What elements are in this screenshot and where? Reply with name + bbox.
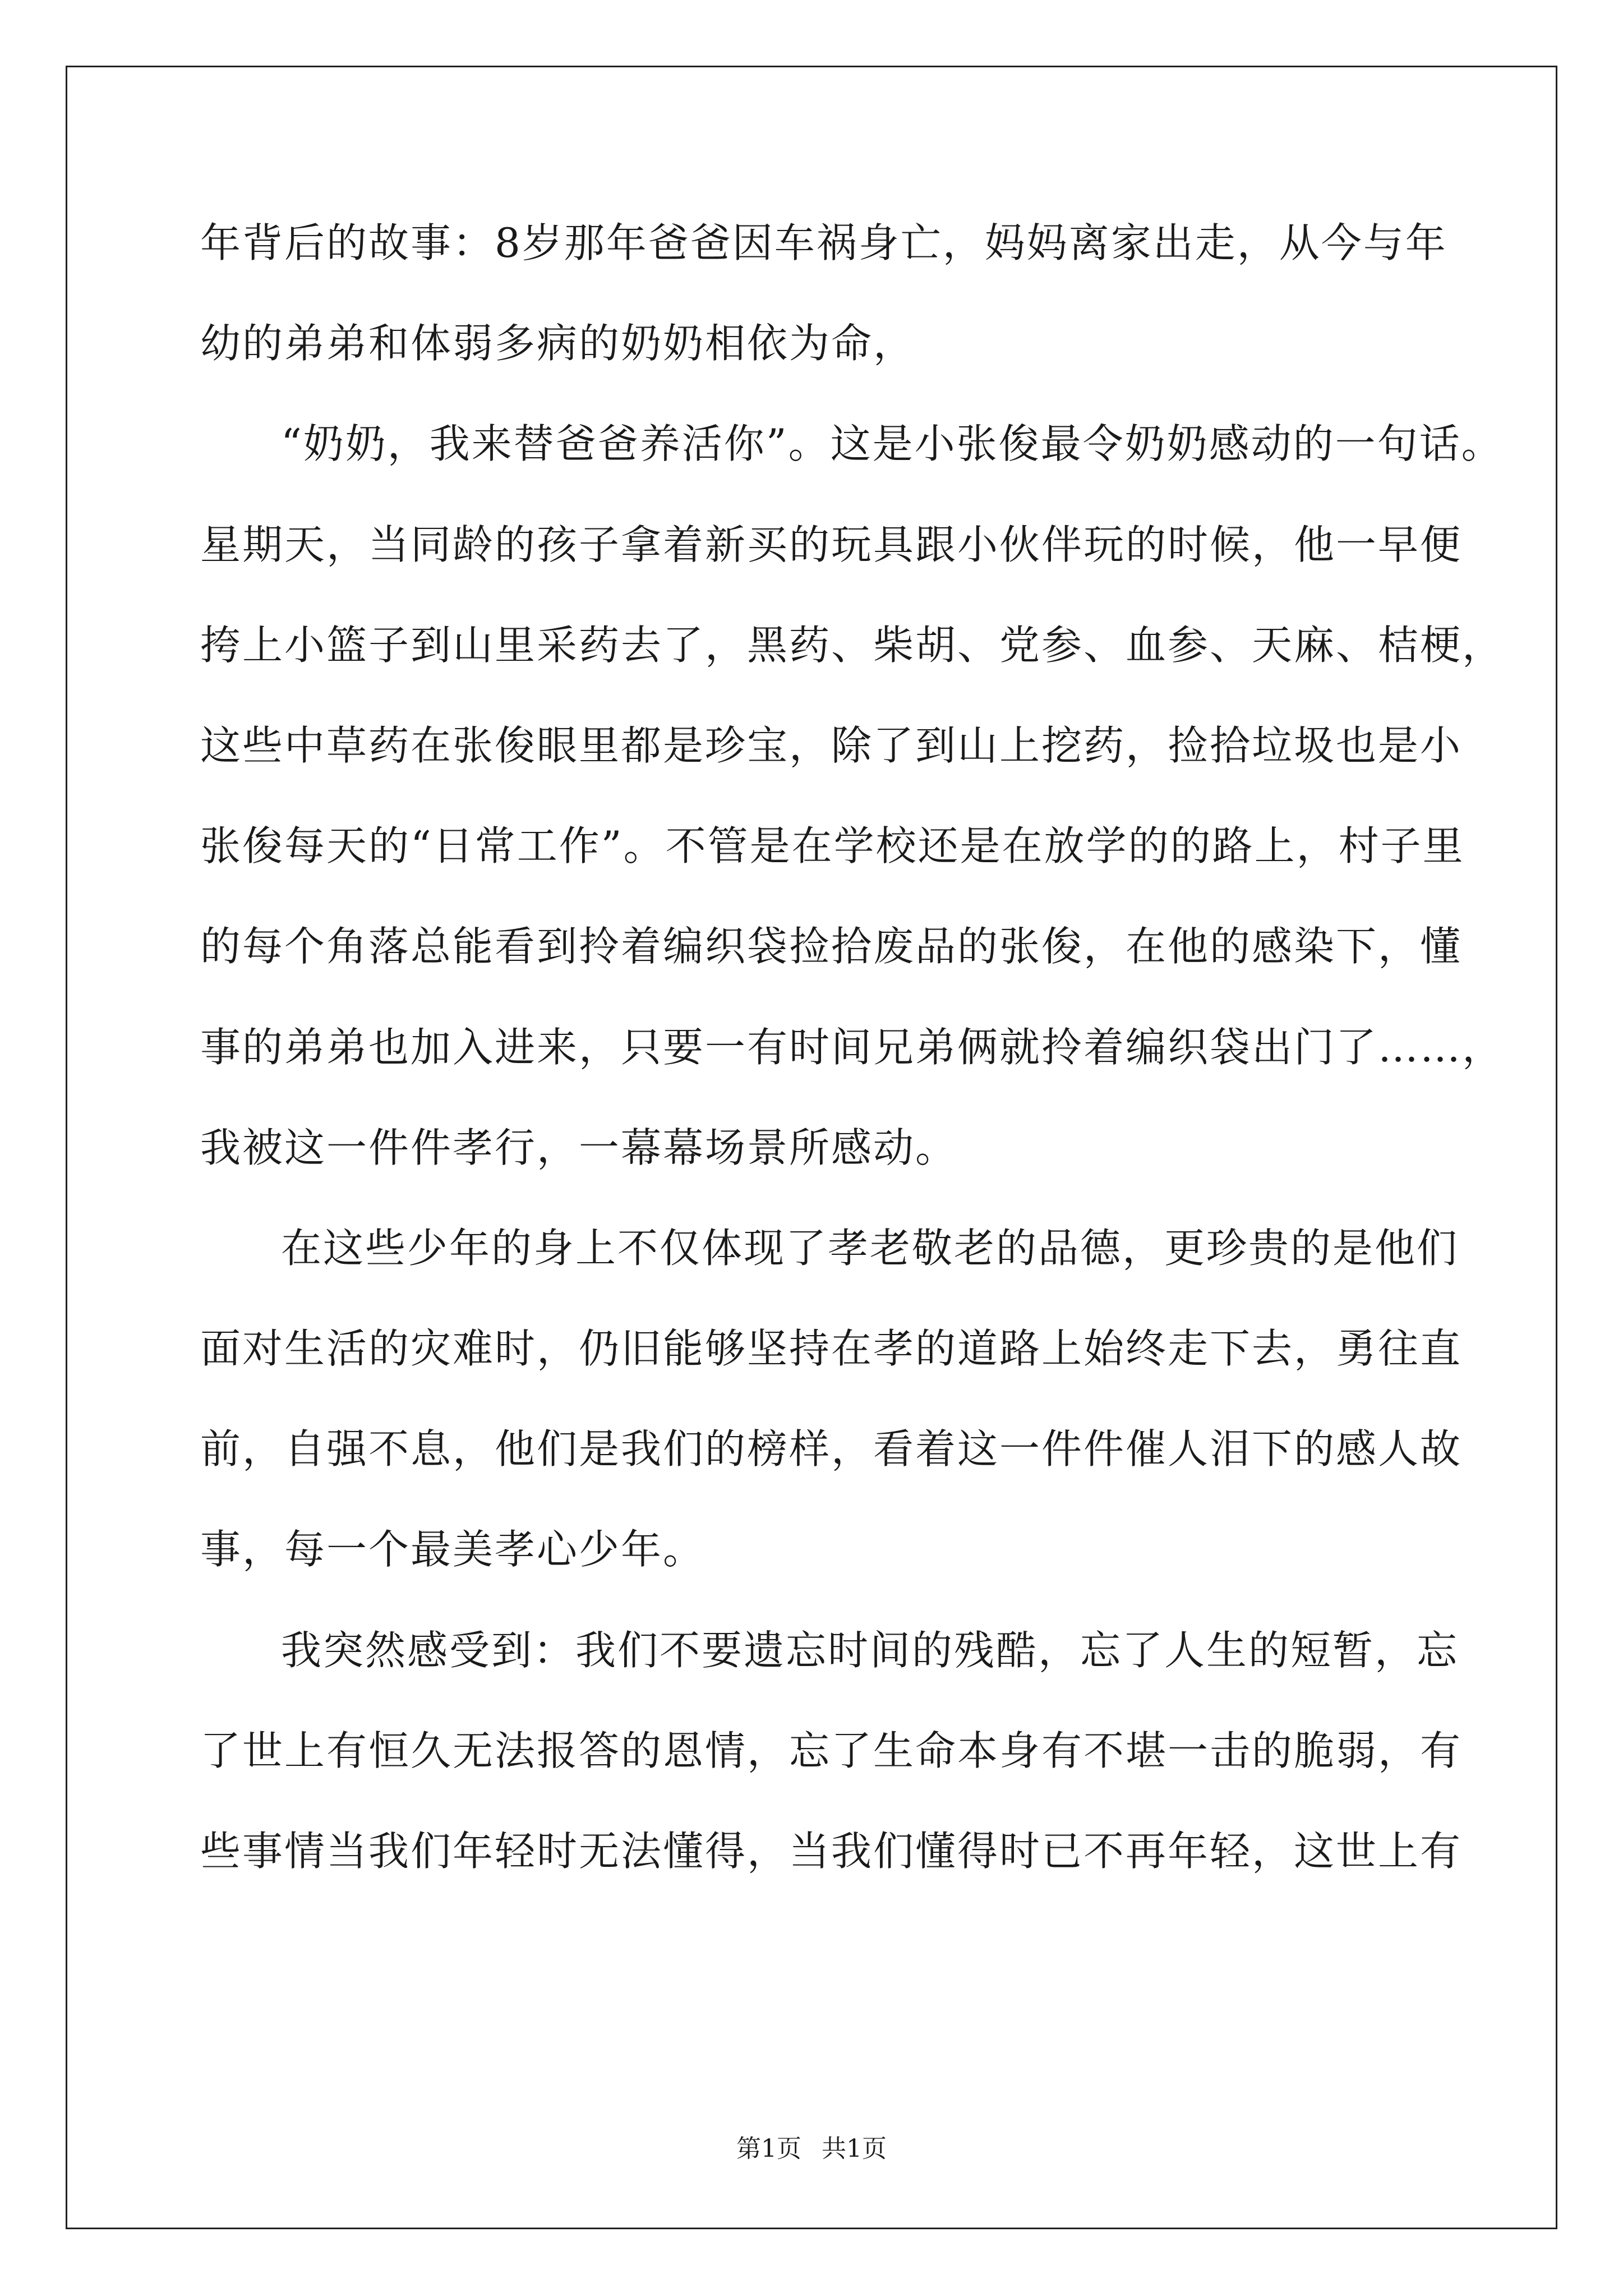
document-body [200,218,1505,1926]
text-line: 我被这一件件孝行，一幕幕场景所感动。 [200,1124,958,1171]
text-line: 挎上小篮子到山里采药去了，黑药、柴胡、党参、血参、天麻、桔梗， [200,621,1505,669]
text-line: 些事情当我们年轻时无法懂得，当我们懂得时已不再年轻，这世上有 [200,1828,1463,1875]
text-line: 面对生活的灾难时，仍旧能够坚持在孝的道路上始终走下去，勇往直 [200,1325,1463,1373]
text-line: 事，每一个最美孝心少年。 [200,1526,706,1573]
text-line: 这些中草药在张俊眼里都是珍宝，除了到山上挖药，捡拾垃圾也是小 [200,721,1463,769]
text-line: 我突然感受到：我们不要遗忘时间的残酷，忘了人生的短暂，忘 [281,1626,1459,1674]
text-line: 张俊每天的“日常工作”。不管是在学校还是在放学的的路上，村子里 [200,822,1465,870]
page-number: 第1页 [736,2134,801,2163]
text-line: 年背后的故事：8岁那年爸爸因车祸身亡，妈妈离家出走，从今与年 [200,219,1447,266]
page-footer [0,2135,1623,2163]
text-line: 的每个角落总能看到拎着编织袋捡拾废品的张俊，在他的感染下，懂 [200,923,1463,970]
text-line: 事的弟弟也加入进来，只要一有时间兄弟俩就拎着编织袋出门了……， [200,1023,1505,1071]
page-total: 共1页 [822,2134,887,2163]
text-line: 了世上有恒久无法报答的恩情，忘了生命本身有不堪一击的脆弱，有 [200,1727,1463,1774]
text-line: 前，自强不息，他们是我们的榜样，看着这一件件催人泪下的感人故 [200,1425,1463,1473]
text-line: 在这些少年的身上不仅体现了孝老敬老的品德，更珍贵的是他们 [281,1224,1459,1272]
text-line: 幼的弟弟和体弱多病的奶奶相依为命， [200,320,916,367]
text-line: “奶奶，我来替爸爸养活你”。这是小张俊最令奶奶感动的一句话。 [281,420,1504,468]
text-line: 星期天，当同龄的孩子拿着新买的玩具跟小伙伴玩的时候，他一早便 [200,521,1463,568]
